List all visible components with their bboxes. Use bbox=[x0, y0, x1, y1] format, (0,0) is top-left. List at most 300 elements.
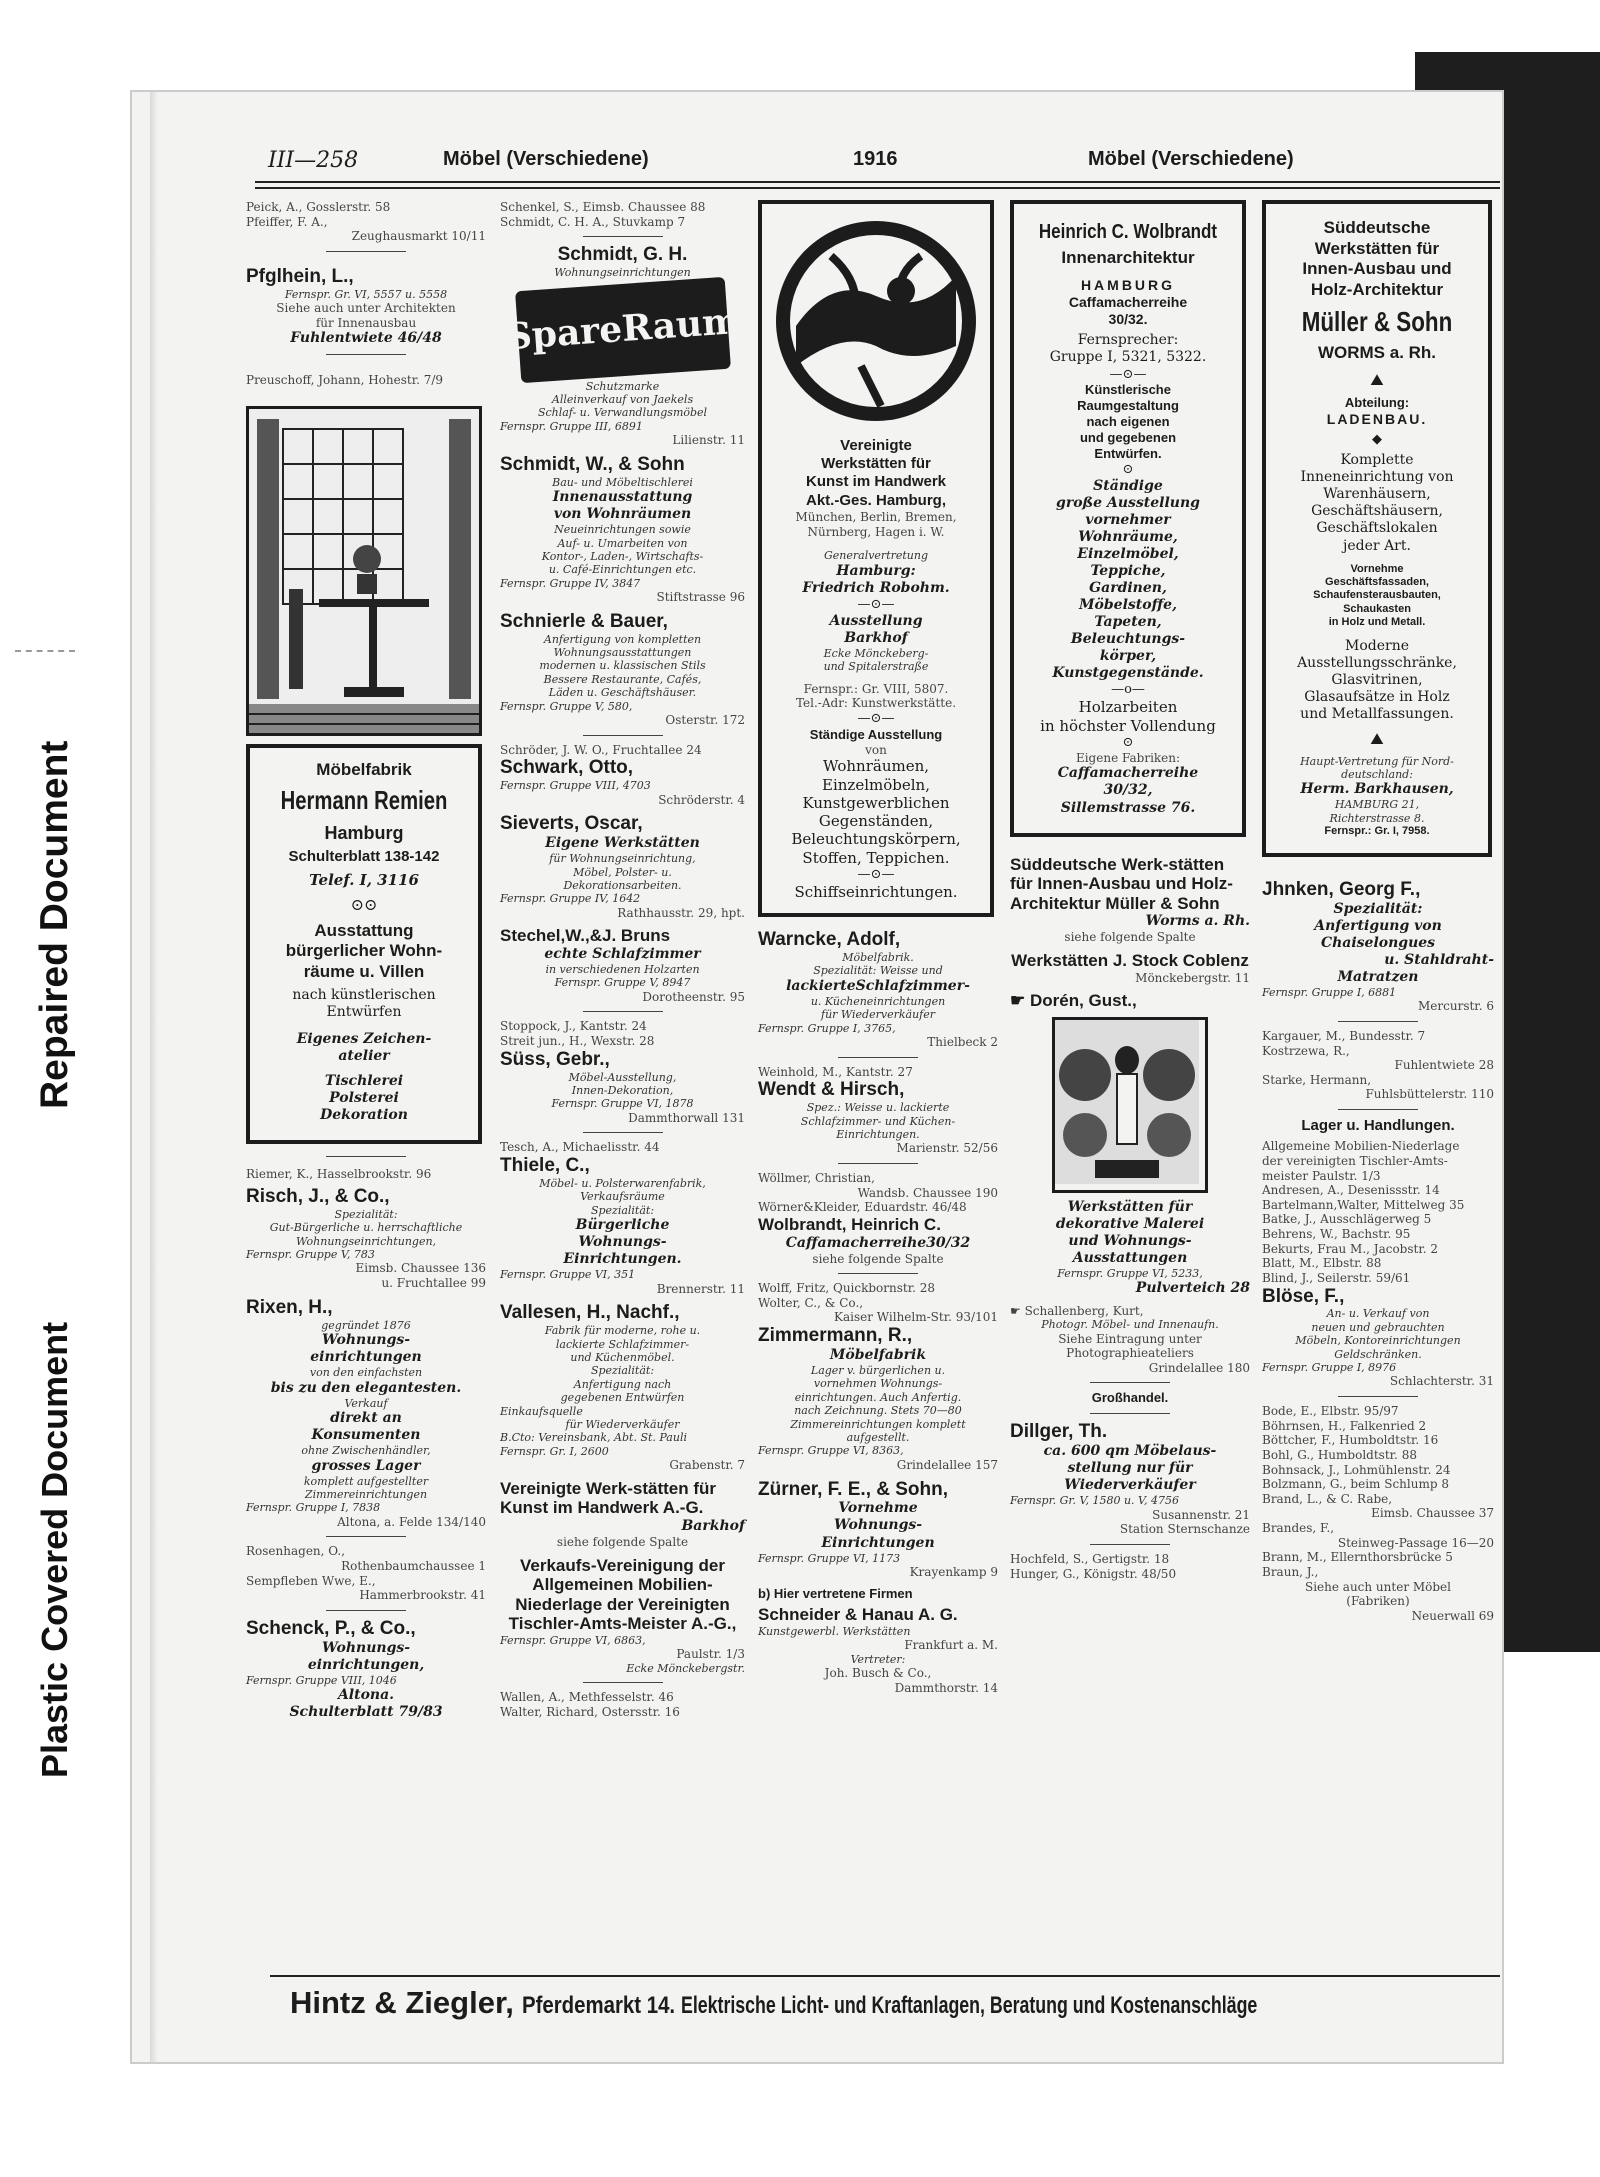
ad-line: Hermann Remien bbox=[280, 784, 448, 815]
divider bbox=[583, 1682, 663, 1683]
ad-line: Werkstätten für bbox=[821, 455, 931, 473]
ornament: —⊙— bbox=[1109, 366, 1147, 382]
ad-line: und Metallfassungen. bbox=[1300, 705, 1454, 722]
entry-line: Einrichtungen. bbox=[836, 1128, 920, 1142]
entry-line: Schlachterstr. 31 bbox=[1389, 1374, 1494, 1389]
entry-schwark bbox=[500, 757, 745, 807]
divider bbox=[1338, 1396, 1418, 1397]
entry-line: Möbelfabrik bbox=[829, 1346, 927, 1363]
entry-name: Wendt & Hirsch, bbox=[758, 1079, 905, 1101]
entry-address: Fuhlentwiete 46/48 bbox=[290, 330, 442, 347]
entry-line: direkt an bbox=[330, 1409, 402, 1426]
header-rule bbox=[255, 181, 1500, 183]
entry-vallesen bbox=[500, 1302, 745, 1473]
entry-line: Frankfurt a. M. bbox=[904, 1638, 998, 1653]
ad-vereinigte-werkstaetten bbox=[758, 200, 994, 917]
entry-line: Wohnungs- bbox=[321, 1331, 411, 1348]
ad-line: Kunstgewerblichen bbox=[802, 793, 950, 812]
divider bbox=[326, 1536, 406, 1537]
entry-line: Allgemeine Mobilien-Niederlage bbox=[1262, 1139, 1460, 1154]
entry-line: Bürgerliche bbox=[575, 1217, 670, 1234]
entry-line: Bolzmann, G., beim Schlump 8 bbox=[1262, 1477, 1449, 1492]
ad-line: Schaufensterausbauten, bbox=[1313, 589, 1441, 602]
ornament: ⊙ bbox=[1122, 461, 1134, 477]
entry-line: Altona, a. Felde 134/140 bbox=[337, 1514, 486, 1529]
column-1 bbox=[246, 200, 486, 1728]
column-2 bbox=[500, 200, 745, 1720]
entry-line: Konsumenten bbox=[311, 1427, 421, 1444]
divider bbox=[1090, 1382, 1170, 1383]
ad-line: Barkhof bbox=[844, 629, 908, 646]
entry-name: Zimmermann, R., bbox=[758, 1325, 913, 1347]
entry-name: Werkstätten J. Stock Coblenz bbox=[1011, 950, 1249, 970]
entry-line: (Fabriken) bbox=[1346, 1594, 1410, 1609]
entry-line: Peick, A., Gosslerstr. 58 bbox=[246, 200, 391, 214]
ad-line: nach eigenen bbox=[1086, 414, 1170, 430]
footer-text: Elektrische Licht- und Kraftanlagen, Beratung und Kostenanschläge bbox=[680, 1992, 1258, 2019]
entry-line: Kunstgewerbl. Werkstätten bbox=[758, 1625, 911, 1639]
entry-line: Möbel-Ausstellung, bbox=[568, 1070, 677, 1084]
entry-line: Station Sternschanze bbox=[1119, 1522, 1250, 1537]
page-number: III—258 bbox=[268, 148, 359, 173]
entry-line: Spez.: Weisse u. lackierte bbox=[806, 1101, 950, 1115]
ad-line: Süddeutsche bbox=[1323, 218, 1431, 237]
entry-line: aufgestellt. bbox=[846, 1431, 910, 1445]
entry-verkaufs-vereinigung bbox=[500, 1556, 745, 1676]
entry-line: einrichtungen. Auch Anfertig. bbox=[794, 1390, 962, 1404]
divider bbox=[326, 1610, 406, 1611]
ornament: ⊙ bbox=[1122, 734, 1134, 750]
ad-line: Warenhäusern, bbox=[1323, 486, 1431, 503]
entry-line: Fernspr. Gruppe I, 8976 bbox=[1262, 1361, 1397, 1375]
entry-name: Verkaufs-Vereinigung der Allgemeinen Mobilien-Niederlage der Vereinigten Tischler-Amts-Meister A.-G., bbox=[508, 1555, 737, 1634]
entry-line: Pfeiffer, F. A., bbox=[246, 214, 328, 229]
entry-line: Einkaufsquelle bbox=[500, 1404, 583, 1418]
entry-sueddeutsche bbox=[1010, 855, 1250, 945]
ad-line: Entwürfen bbox=[326, 1003, 402, 1020]
divider bbox=[1090, 1413, 1170, 1414]
entry-line: Fernspr. Gruppe III, 6891 bbox=[500, 419, 643, 433]
entry-name: Zürner, F. E., & Sohn, bbox=[758, 1478, 949, 1500]
ad-line: Fernsprecher: bbox=[1077, 332, 1179, 349]
ad-line: Fernspr.: Gr. VIII, 5807. bbox=[803, 681, 949, 696]
ad-line: von bbox=[865, 742, 887, 757]
ad-line: Inneneinrichtung von bbox=[1300, 469, 1454, 486]
entry-line: Auf- u. Umarbeiten von bbox=[557, 536, 688, 550]
entry-line: An- u. Verkauf von bbox=[1326, 1307, 1430, 1321]
entry-line: Siehe auch unter Architekten bbox=[276, 301, 456, 316]
entry-stoppock bbox=[500, 1019, 745, 1048]
entry-line: Wohnungsausstattungen bbox=[553, 646, 692, 660]
entry-line: siehe folgende Spalte bbox=[556, 1535, 689, 1550]
entry-line: Barkhof bbox=[681, 1517, 745, 1534]
entry-line: Dammthorwall 131 bbox=[628, 1110, 745, 1125]
entry-line: Osterstr. 172 bbox=[665, 713, 745, 728]
ad-line: räume u. Villen bbox=[303, 962, 425, 982]
entry-line: Anfertigung nach bbox=[573, 1377, 672, 1391]
entry-doren bbox=[1010, 991, 1250, 1297]
ad-line: Ausstellungsschränke, bbox=[1297, 654, 1457, 671]
column-5 bbox=[1262, 200, 1494, 1623]
divider bbox=[326, 251, 406, 252]
column-3 bbox=[758, 200, 998, 1702]
entry-line: Fernspr. Gruppe VI, 8363, bbox=[758, 1444, 904, 1458]
entry-line: Fernspr. Gruppe VIII, 1046 bbox=[246, 1673, 397, 1687]
entry-line: ca. 600 qm Möbelaus- bbox=[1043, 1443, 1217, 1460]
entry-line: und Wohnungs- bbox=[1068, 1232, 1192, 1249]
entry-line: Starke, Hermann, bbox=[1262, 1072, 1372, 1087]
entry-line: Pulverteich 28 bbox=[1135, 1280, 1250, 1297]
divider bbox=[1338, 1109, 1418, 1110]
ad-line: und gegebenen bbox=[1079, 429, 1177, 445]
entry-zimmermann bbox=[758, 1325, 998, 1472]
ad-line: Tapeten, bbox=[1094, 614, 1162, 631]
entry-name: Vallesen, H., Nachf., bbox=[500, 1302, 680, 1324]
entry-line: modernen u. klassischen Stils bbox=[539, 659, 706, 673]
entry-line: komplett aufgestellter bbox=[303, 1474, 429, 1488]
entry-line: Ausstattungen bbox=[1072, 1249, 1188, 1266]
entry-hochfeld bbox=[1010, 1552, 1250, 1581]
ad-line: Richterstrasse 8. bbox=[1329, 811, 1425, 825]
ad-line: Möbelfabrik bbox=[316, 760, 412, 780]
entry-line: Fernspr. Gruppe IV, 1642 bbox=[500, 892, 641, 906]
entry-name: Schnierle & Bauer, bbox=[500, 610, 668, 632]
ad-line: Raumgestaltung bbox=[1077, 398, 1179, 414]
page-header bbox=[128, 148, 1496, 178]
entry-line: Fernspr. Gruppe V, 580, bbox=[500, 699, 633, 713]
entry-line: Fernspr. Gruppe IV, 3847 bbox=[500, 576, 641, 590]
entry-bloese bbox=[1262, 1286, 1494, 1390]
ad-line: Abteilung: bbox=[1344, 395, 1410, 411]
ad-line: Möbelstoffe, bbox=[1079, 597, 1177, 614]
footer-address: Pferdemarkt 14. bbox=[522, 1992, 676, 2019]
entry-line: Blind, J., Seilerstr. 59/61 bbox=[1262, 1270, 1411, 1285]
ad-line: Werkstätten für bbox=[1314, 238, 1440, 258]
entry-wallen bbox=[500, 1690, 745, 1719]
ad-line: Generalvertretung bbox=[823, 549, 929, 563]
entry-name: Pfglhein, L., bbox=[246, 265, 354, 287]
entry-line: Batke, J., Ausschlägerweg 5 bbox=[1262, 1212, 1432, 1227]
entry-line: Kostrzewa, R., bbox=[1262, 1043, 1350, 1058]
entry-line: nach Zeichnung. Stets 70—80 bbox=[794, 1404, 962, 1418]
entry-line: Stiftstrasse 96 bbox=[656, 590, 745, 605]
entry-line: Anfertigung von kompletten bbox=[543, 632, 702, 646]
entry-line: für Wiederverkäufer bbox=[821, 1008, 935, 1022]
entry-line: siehe folgende Spalte bbox=[812, 1251, 944, 1266]
entry-line: Steinweg-Passage 16—20 bbox=[1337, 1535, 1494, 1550]
ad-line: Innen-Ausbau und bbox=[1302, 259, 1452, 279]
entry-line: Sempfleben Wwe, E., bbox=[246, 1573, 376, 1588]
ad-line: und Spitalerstraße bbox=[823, 660, 929, 674]
entry-line: Anfertigung von bbox=[1314, 917, 1442, 934]
ornament: —⊙— bbox=[857, 596, 895, 612]
ad-line: Geschäftsfassaden, bbox=[1325, 576, 1429, 589]
entry-dillger bbox=[1010, 1421, 1250, 1537]
entry-line: Schmidt, C. H. A., Stuvkamp 7 bbox=[500, 214, 686, 229]
entry-tesch: Tesch, A., Michaelisstr. 44 bbox=[500, 1140, 660, 1155]
entry-wolff bbox=[758, 1281, 998, 1325]
entry-line: Schulterblatt 79/83 bbox=[289, 1704, 443, 1721]
entry-line: Möbelfabrik. bbox=[842, 951, 914, 965]
entry-thiele bbox=[500, 1155, 745, 1296]
entry-name: Warncke, Adolf, bbox=[758, 929, 901, 951]
header-year: 1916 bbox=[853, 148, 898, 170]
entry-line: Blatt, M., Elbstr. 88 bbox=[1262, 1256, 1382, 1271]
entry-line: u. Stahldraht- bbox=[1384, 951, 1494, 968]
ornament: —⊙— bbox=[857, 867, 895, 883]
entry-line: Lilienstr. 11 bbox=[672, 433, 745, 448]
entry-line: u. Café-Einrichtungen etc. bbox=[548, 563, 697, 577]
entry-line: Stoppock, J., Kantstr. 24 bbox=[500, 1019, 647, 1034]
ad-line: Gruppe I, 5321, 5322. bbox=[1049, 349, 1207, 366]
entry-line: Innen-Dekoration, bbox=[571, 1083, 674, 1097]
entry-name: Schenck, P., & Co., bbox=[246, 1617, 416, 1639]
entry-sieverts bbox=[500, 813, 745, 920]
entry-name: Rixen, H., bbox=[246, 1296, 333, 1318]
entry-risch bbox=[246, 1186, 486, 1291]
entry-line: Fernspr. Gruppe VIII, 4703 bbox=[500, 779, 651, 793]
ad-line: große Ausstellung bbox=[1056, 494, 1200, 511]
entry-line: siehe folgende Spalte bbox=[1064, 930, 1196, 945]
entry-line: Mönckebergstr. 11 bbox=[1135, 970, 1250, 985]
entry-list-bode bbox=[1262, 1404, 1494, 1623]
divider bbox=[838, 1163, 918, 1164]
ad-line: Hamburg: bbox=[836, 562, 916, 579]
entry-line: Spezialität: bbox=[590, 1203, 655, 1217]
entry-line: Fernspr. Gruppe V, 783 bbox=[246, 1248, 375, 1262]
ad-line: bürgerlicher Wohn- bbox=[285, 941, 443, 961]
ad-line: Glasaufsätze in Holz bbox=[1304, 688, 1450, 705]
entry-name: Schneider & Hanau A. G. bbox=[758, 1605, 958, 1625]
entry-line: Vornehme bbox=[838, 1500, 918, 1517]
divider bbox=[583, 735, 663, 736]
mountain-emblem-icon: ⛰ bbox=[1370, 729, 1384, 749]
entry-line: Siehe Eintragung unter bbox=[1058, 1331, 1202, 1346]
entry-line: Wohnungs- bbox=[321, 1639, 411, 1656]
entry-schenkel bbox=[500, 200, 745, 229]
ad-line: Wohnräume, bbox=[1078, 528, 1178, 545]
entry-line: Verkauf bbox=[344, 1396, 388, 1410]
entry-line: Gut-Bürgerliche u. herrschaftliche bbox=[269, 1221, 463, 1235]
ad-hermann-remien bbox=[246, 744, 482, 1144]
entry-line: Neueinrichtungen sowie bbox=[554, 523, 691, 537]
entry-weinhold: Weinhold, M., Kantstr. 27 bbox=[758, 1064, 913, 1079]
entry-line: gegebenen Entwürfen bbox=[560, 1391, 685, 1405]
entry-line: Bau- und Möbeltischlerei bbox=[552, 475, 693, 489]
entry-line: echte Schlafzimmer bbox=[544, 945, 701, 962]
entry-line: Zimmereinrichtungen bbox=[304, 1488, 428, 1502]
entry-line: Fernspr. Gruppe VI, 5233, bbox=[1057, 1267, 1203, 1281]
ad-line: Kunst im Handwerk bbox=[805, 473, 947, 491]
entry-line: Dekorationsarbeiten. bbox=[563, 878, 682, 892]
entry-line: Böttcher, F., Humboldtstr. 16 bbox=[1262, 1433, 1439, 1448]
ad-line: Caffamacherreihe bbox=[1057, 765, 1199, 782]
entry-line: Fernspr. Gruppe I, 6881 bbox=[1262, 985, 1397, 999]
entry-line: von den einfachsten bbox=[309, 1366, 423, 1380]
entry-line: Fuhlsbüttelerstr. 110 bbox=[1365, 1087, 1494, 1102]
entry-line: Böhrnsen, H., Falkenried 2 bbox=[1262, 1418, 1427, 1433]
entry-wolbrandt bbox=[758, 1215, 998, 1266]
entry-line: Behrens, W., Bachstr. 95 bbox=[1262, 1227, 1411, 1242]
entry-line: von Wohnräumen bbox=[553, 506, 692, 523]
divider bbox=[583, 1132, 663, 1133]
ad-line: Ecke Mönckeberg- bbox=[823, 646, 929, 660]
ad-line: Sillemstrasse 76. bbox=[1060, 799, 1196, 816]
ornament: ⊙⊙ bbox=[350, 895, 378, 915]
entry-line: Eimsb. Chaussee 37 bbox=[1371, 1506, 1494, 1521]
ad-line: Holzarbeiten bbox=[1078, 698, 1178, 717]
ad-line: Teppiche, bbox=[1090, 562, 1166, 579]
entry-line: Braun, J., bbox=[1262, 1564, 1319, 1579]
entry-line: Grabenstr. 7 bbox=[669, 1458, 745, 1473]
entry-line: und Küchenmöbel. bbox=[570, 1351, 675, 1364]
entry-line: Zimmereinrichtungen komplett bbox=[790, 1417, 966, 1431]
entry-line: der vereinigten Tischler-Amts- bbox=[1262, 1153, 1448, 1168]
entry-zuerner bbox=[758, 1479, 998, 1580]
entry-line: Grindelallee 180 bbox=[1148, 1360, 1250, 1375]
entry-line: in verschiedenen Holzarten bbox=[545, 963, 700, 977]
divider bbox=[838, 1273, 918, 1274]
entry-line: u. Kücheneinrichtungen bbox=[810, 994, 946, 1008]
ad-line: Herm. Barkhausen, bbox=[1300, 781, 1454, 798]
ad-line: körper, bbox=[1099, 648, 1157, 665]
entry-line: Fernspr. Gruppe VI, 1878 bbox=[551, 1097, 694, 1111]
section-heading-b: b) Hier vertretene Firmen bbox=[758, 1585, 913, 1601]
entry-line: Schutzmarke bbox=[585, 379, 660, 393]
entry-line: Ecke Mönckebergstr. bbox=[626, 1661, 745, 1675]
ad-wolbrandt bbox=[1010, 200, 1246, 837]
entry-line: Susannenstr. 21 bbox=[1152, 1507, 1250, 1522]
entry-line: Wandsb. Chaussee 190 bbox=[857, 1185, 998, 1200]
entry-name: Schmidt, G. H. bbox=[557, 244, 688, 266]
entry-line: Neuerwall 69 bbox=[1411, 1608, 1494, 1623]
footer-rule bbox=[270, 1975, 1500, 1977]
ad-line: Wohnräumen, bbox=[822, 757, 930, 776]
ad-line: Stoffen, Teppichen. bbox=[802, 848, 950, 867]
entry-line: Eigene Werkstätten bbox=[545, 835, 700, 852]
ad-line: Polsterei bbox=[329, 1090, 399, 1107]
ad-line: HAMBURG bbox=[1080, 277, 1176, 294]
entry-line: Zeughausmarkt 10/11 bbox=[351, 229, 486, 244]
header-rule-2 bbox=[255, 187, 1500, 189]
entry-schneider-hanau bbox=[758, 1605, 998, 1695]
entry-line: Innenausstattung bbox=[552, 489, 693, 505]
ad-line: Ausstellung bbox=[829, 612, 923, 629]
entry-line: Wiederverkäufer bbox=[1064, 1477, 1196, 1494]
interior-illustration bbox=[246, 406, 482, 736]
entry-line: Spezialität: bbox=[1333, 900, 1423, 917]
ad-line: Künstlerische bbox=[1085, 382, 1171, 398]
ad-line: Schiffseinrichtungen. bbox=[794, 882, 958, 901]
entry-line: Fernspr. Gr. VI, 5557 u. 5558 bbox=[284, 287, 448, 301]
mountain-emblem-icon: ⛰ bbox=[1370, 369, 1384, 389]
entry-line: Wohnungseinrichtungen bbox=[554, 266, 691, 280]
entry-line: Dorotheenstr. 95 bbox=[642, 989, 745, 1004]
entry-pfglhein bbox=[246, 266, 486, 348]
ad-line: Dekoration bbox=[320, 1107, 408, 1124]
ad-line: Entwürfen. bbox=[1094, 445, 1162, 461]
entry-line: Paulstr. 1/3 bbox=[676, 1647, 745, 1662]
entry-woellmer bbox=[758, 1171, 998, 1215]
entry-line: Fernspr. Gruppe VI, 6863, bbox=[500, 1633, 646, 1647]
entry-line: meister Paulstr. 1/3 bbox=[1262, 1168, 1381, 1183]
entry-line: Verkaufsräume bbox=[580, 1190, 665, 1204]
entry-line: Wolff, Fritz, Quickbornstr. 28 bbox=[758, 1281, 936, 1296]
entry-list-lager bbox=[1262, 1139, 1494, 1285]
entry-preuschoff: Preuschoff, Johann, Hohestr. 7/9 bbox=[246, 373, 444, 388]
section-heading-grosshandel: Großhandel. bbox=[1091, 1390, 1169, 1406]
entry-riemer: Riemer, K., Hasselbrookstr. 96 bbox=[246, 1167, 432, 1182]
entry-line: Worms a. Rh. bbox=[1145, 913, 1250, 930]
entry-line: Andresen, A., Desenissstr. 14 bbox=[1262, 1183, 1440, 1198]
entry-line: für Wohnungseinrichtung, bbox=[549, 852, 696, 866]
ad-line: LADENBAU. bbox=[1326, 411, 1428, 428]
ad-line: Friedrich Robohm. bbox=[802, 579, 950, 596]
entry-line: Möbel- u. Polsterwarenfabrik, bbox=[539, 1176, 706, 1190]
entry-line: Brennerstr. 11 bbox=[656, 1281, 745, 1296]
entry-line: grosses Lager bbox=[311, 1457, 421, 1474]
entry-rixen bbox=[246, 1297, 486, 1530]
crop-mark bbox=[15, 650, 75, 652]
entry-line: für Wiederverkäufer bbox=[565, 1418, 680, 1432]
entry-line: vornehmen Wohnungs- bbox=[813, 1377, 943, 1391]
entry-line: Schröderstr. 4 bbox=[658, 792, 745, 807]
entry-name: Schwark, Otto, bbox=[500, 757, 634, 779]
entry-line: Grindelallee 157 bbox=[896, 1457, 998, 1472]
entry-suess bbox=[500, 1049, 745, 1126]
divider bbox=[583, 1011, 663, 1012]
ad-line: Einzelmöbeln, bbox=[822, 775, 930, 794]
entry-line: Fuhlentwiete 28 bbox=[1394, 1058, 1494, 1073]
ad-line: 30/32. bbox=[1108, 311, 1148, 328]
entry-schnierle bbox=[500, 611, 745, 728]
entry-line: Bohnsack, J., Lohmühlenstr. 24 bbox=[1262, 1462, 1451, 1477]
entry-line: für Innenausbau bbox=[315, 315, 417, 330]
ad-line: Tel.-Adr: Kunstwerkstätte. bbox=[795, 696, 957, 711]
ad-line: Einzelmöbel, bbox=[1077, 545, 1179, 562]
entry-line: Krayenkamp 9 bbox=[909, 1564, 998, 1579]
entry-name: Sieverts, Oscar, bbox=[500, 813, 643, 835]
entry-wendt bbox=[758, 1079, 998, 1156]
entry-line: Bessere Restaurante, Cafés, bbox=[543, 672, 702, 686]
entry-line: Photographieateliers bbox=[1066, 1346, 1194, 1361]
entry-schroeder: Schröder, J. W. O., Fruchtallee 24 bbox=[500, 742, 702, 757]
entry-stock bbox=[1010, 951, 1250, 985]
entry-name: Risch, J., & Co., bbox=[246, 1185, 390, 1207]
ad-line: Müller & Sohn bbox=[1301, 305, 1453, 337]
ad-line: jeder Art. bbox=[1343, 537, 1411, 554]
ad-line: in höchster Vollendung bbox=[1040, 716, 1216, 735]
entry-line: Wallen, A., Methfesselstr. 46 bbox=[500, 1690, 674, 1705]
entry-line: Rosenhagen, O., bbox=[246, 1544, 346, 1559]
entry-name: Dillger, Th. bbox=[1010, 1421, 1108, 1443]
entry-line: ohne Zwischenhändler, bbox=[301, 1444, 431, 1458]
entry-jhnken bbox=[1262, 879, 1494, 1014]
entry-peick bbox=[246, 200, 486, 244]
ad-line: Heinrich C. Wolbrandt bbox=[1038, 221, 1218, 243]
entry-line: Spezialität: bbox=[334, 1207, 398, 1221]
ad-line: Holz-Architektur bbox=[1310, 280, 1444, 300]
ad-line: Fernspr.: Gr. I, 7958. bbox=[1324, 825, 1430, 838]
entry-line: Bode, E., Elbstr. 95/97 bbox=[1262, 1404, 1399, 1419]
pointing-hand-icon: ☛ bbox=[1010, 1303, 1025, 1318]
entry-line: Wolter, C., & Co., bbox=[758, 1295, 864, 1310]
entry-line: Wöllmer, Christian, bbox=[758, 1171, 875, 1186]
entry-line: Schlafzimmer- und Küchen- bbox=[800, 1114, 956, 1128]
entry-line: u. Fruchtallee 99 bbox=[381, 1276, 486, 1291]
entry-name: Süddeutsche Werk-stätten für Innen-Ausbau und Holz-Architektur Müller & Sohn bbox=[1010, 854, 1233, 913]
ad-line: Eigene Fabriken: bbox=[1075, 750, 1181, 765]
